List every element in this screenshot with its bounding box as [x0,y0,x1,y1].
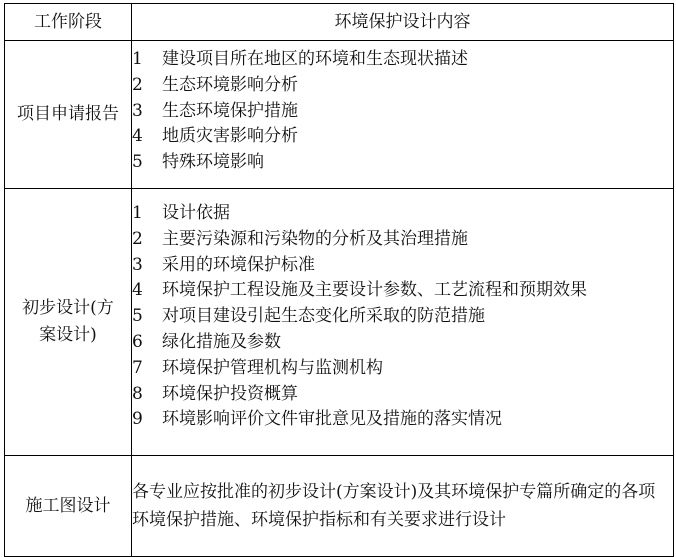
list-item [132,124,673,150]
item-number: 7 [132,357,143,378]
item-number: 1 [132,203,143,223]
list-item [132,99,673,125]
item-number: 6 [132,331,143,352]
item-text: 设计依据 [162,203,230,223]
item-number: 2 [132,228,143,249]
header-stage: 工作阶段 [5,4,132,41]
table-header-row [5,4,674,41]
list-item [132,278,673,304]
content-paragraph: 各专业应按批准的初步设计(方案设计)及其环境保护专篇所确定的各项环境保护措施、环境保护指标和有关要求进行设计 [132,482,656,530]
header-content: 环境保护设计内容 [132,4,674,41]
list-item [132,407,673,433]
item-text: 对项目建设引起生态变化所采取的防范措施 [162,306,485,327]
stage-label: 施工图设计 [25,495,111,516]
item-text: 生态环境影响分析 [162,74,298,95]
environmental-design-table [4,3,674,557]
item-text: 环境保护工程设施及主要设计参数、工艺流程和预期效果 [162,280,587,301]
stage-cell [5,456,132,557]
item-number: 4 [132,126,143,147]
item-text: 地质灾害影响分析 [162,126,298,147]
list-item [132,330,673,356]
stage-cell [5,189,132,456]
stage-cell [5,41,132,189]
item-number: 5 [132,306,143,327]
content-cell [132,41,674,189]
item-text: 主要污染源和污染物的分析及其治理措施 [162,228,468,249]
item-text: 环境保护投资概算 [162,383,298,404]
list-item [132,227,673,253]
list-item [132,201,673,227]
list-item [132,304,673,330]
item-number: 4 [132,280,143,301]
table-row [5,189,674,456]
item-text: 绿化措施及参数 [162,331,281,352]
list-item [132,253,673,279]
item-number: 3 [132,100,143,121]
stage-label: 初步设计(方案设计) [22,298,114,345]
list-item [132,382,673,408]
stage-label: 项目申请报告 [17,104,119,124]
item-text: 建设项目所在地区的环境和生态现状描述 [162,49,468,69]
content-list [132,47,673,176]
table-row [5,456,674,557]
item-number: 5 [132,152,143,173]
content-cell [132,189,674,456]
content-cell [132,456,674,557]
table-row [5,41,674,189]
item-number: 1 [132,49,143,69]
item-number: 3 [132,254,143,275]
list-item [132,356,673,382]
item-number: 8 [132,383,143,404]
item-text: 采用的环境保护标准 [162,254,315,275]
item-text: 环境影响评价文件审批意见及措施的落实情况 [162,409,502,430]
list-item [132,47,673,73]
item-text: 特殊环境影响 [162,152,264,173]
list-item [132,73,673,99]
item-number: 9 [132,409,143,430]
item-text: 环境保护管理机构与监测机构 [162,357,383,378]
item-number: 2 [132,74,143,95]
content-list [132,201,673,433]
list-item [132,150,673,176]
item-text: 生态环境保护措施 [162,100,298,121]
